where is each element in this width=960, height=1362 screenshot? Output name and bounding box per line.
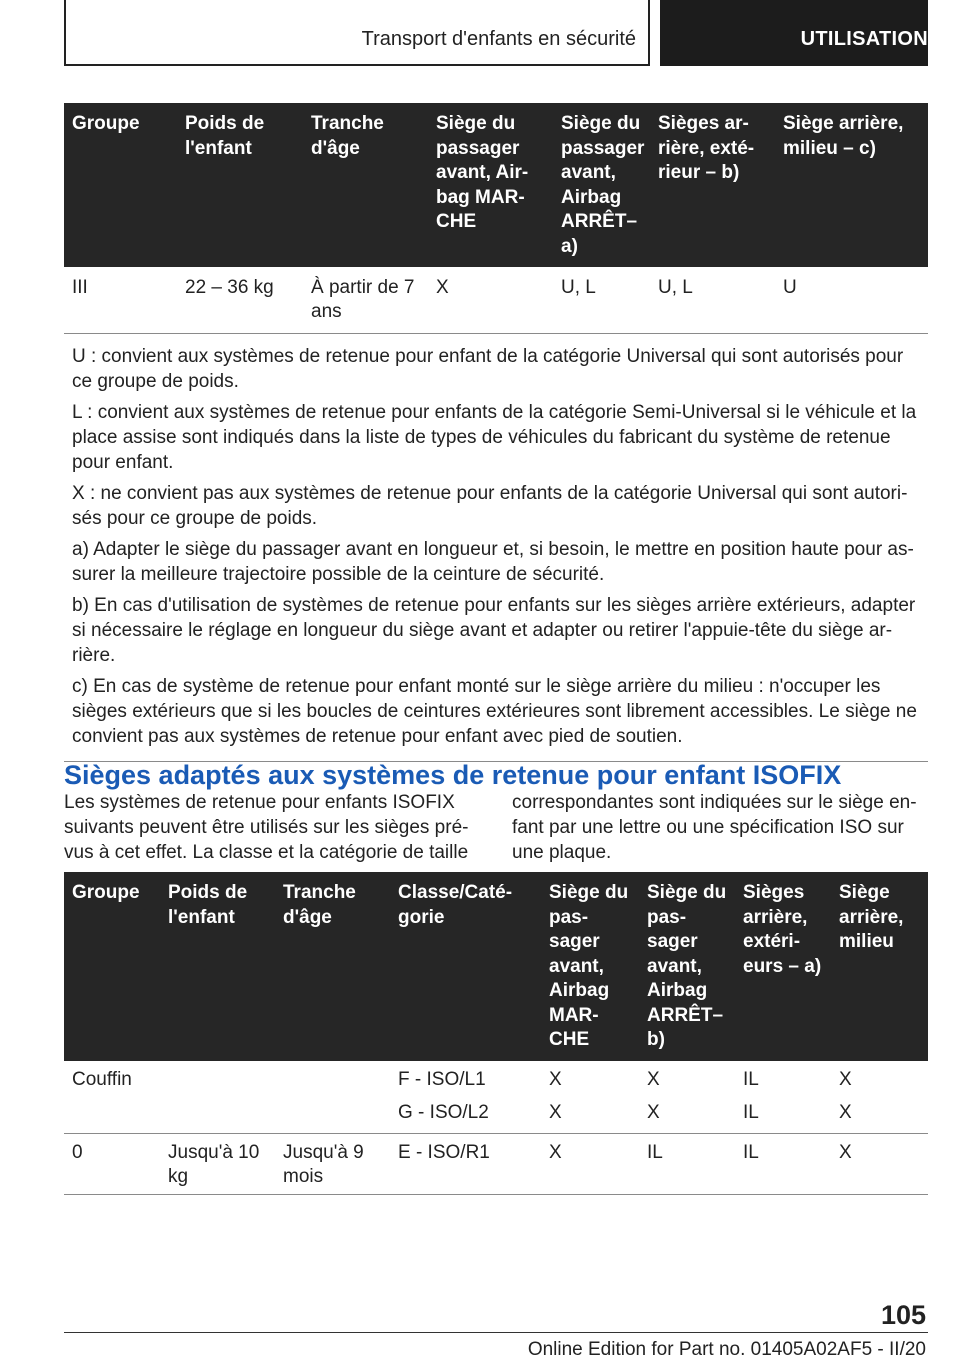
table-row <box>64 1061 928 1097</box>
table-cell: III <box>64 267 177 333</box>
footer-edition: Online Edition for Part no. 01405A02AF5 - II/20 <box>527 1339 926 1360</box>
note-x: X : ne convient pas aux systèmes de retenue pour enfants de la catégorie Universal qui sont autorisés pour ce groupe de poids. <box>72 482 908 529</box>
column-header: Tranche d'âge <box>275 872 390 1061</box>
column-header: Classe/Catégorie <box>390 872 541 1061</box>
chapter-tab <box>64 0 650 66</box>
table-cell: IL <box>735 1097 831 1134</box>
table-cell: IL <box>639 1133 735 1194</box>
table-cell: X <box>831 1133 928 1194</box>
table-cell: IL <box>735 1133 831 1194</box>
table-cell: X <box>541 1133 639 1194</box>
table-cell <box>160 1097 275 1134</box>
table-row <box>64 1133 928 1194</box>
table-cell: Couffin <box>72 1068 132 1090</box>
chapter-title: Transport d'enfants en sécurité <box>361 28 636 50</box>
section-tab <box>660 0 928 66</box>
column-header: Groupe <box>64 872 160 1061</box>
table-cell: X <box>839 1068 852 1090</box>
table-header-row <box>64 872 928 1061</box>
table-row <box>64 1097 928 1134</box>
table-row <box>64 267 928 333</box>
table-cell: U, L <box>650 267 775 333</box>
table-cell: X <box>831 1097 928 1134</box>
body-text-column-1: Les systèmes de retenue pour enfants ISOFIX suivants peuvent être utilisés sur les sièges prévus à cet effet. La classe et la catégorie de taille <box>64 792 469 863</box>
column-header: Siège arrière, milieu <box>831 872 928 1061</box>
table-cell: X <box>541 1097 639 1134</box>
note-b: b) En cas d'utilisation de systèmes de retenue pour enfants sur les sièges arrière extérieurs, adapter si nécessaire le réglage en longueur du siège avant et adapter ou retirer l'appuie-tête du siège arrière. <box>72 594 916 666</box>
table-cell: X <box>549 1068 562 1090</box>
table-cell <box>275 1097 390 1134</box>
section-label: UTILISATION <box>800 28 928 50</box>
footer-divider <box>64 1332 928 1333</box>
column-header: Groupe <box>64 103 177 267</box>
note-a: a) Adapter le siège du passager avant en longueur et, si besoin, le mettre en position haute pour assurer la meilleure trajectoire possible de la ceinture de sécurité. <box>72 538 914 585</box>
table-notes-row <box>64 333 928 761</box>
table-cell: E - ISO/R1 <box>390 1133 541 1194</box>
column-header: Sièges arrière, extérieurs – a) <box>735 872 831 1061</box>
child-seat-table-isofix <box>64 872 928 1195</box>
table-cell: X <box>647 1068 660 1090</box>
table-cell: À partir de 7 ans <box>303 267 428 333</box>
table-cell: X <box>639 1097 735 1134</box>
note-l: L : convient aux systèmes de retenue pour enfants de la catégorie Semi-Universal si le véhicule et la place assise sont indiqués dans la liste de types de véhicules du fabricant du système de retenue pour enfant. <box>72 401 917 473</box>
column-header: Siège du passager avant, Airbag MARCHE <box>428 103 553 267</box>
column-header: Sièges arrière, extérieur – b) <box>650 103 775 267</box>
column-header: Siège du passager avant, Airbag ARRÊT– a) <box>553 103 650 267</box>
child-seat-table-universal <box>64 103 928 762</box>
column-header: Tranche d'âge <box>303 103 428 267</box>
table-notes <box>64 333 928 761</box>
column-header: Poids de l'enfant <box>177 103 303 267</box>
note-u: U : convient aux systèmes de retenue pour enfant de la catégorie Universal qui sont autorisés pour ce groupe de poids. <box>72 345 904 392</box>
table-cell: 0 <box>64 1133 160 1194</box>
table-cell: Jusqu'à 9 mois <box>275 1133 390 1194</box>
section-heading: Sièges adaptés aux systèmes de retenue pour enfant ISOFIX <box>64 760 842 790</box>
table-cell: IL <box>743 1068 759 1090</box>
table-cell <box>64 1097 160 1134</box>
column-header: Siège du passager avant, Airbag MARCHE <box>541 872 639 1061</box>
table-cell: G - ISO/L2 <box>390 1097 541 1134</box>
table-header-row <box>64 103 928 267</box>
note-c: c) En cas de système de retenue pour enfant monté sur le siège arrière du milieu : n'occuper les sièges extérieurs que si les boucles de ceintures extérieures sont librement accessibles. Le siège ne convient pas aux systèmes de retenue pour enfant avec pied de soutien. <box>72 675 917 747</box>
body-text-column-2: correspondantes sont indiquées sur le siège enfant par une lettre ou une spécification ISO sur une plaque. <box>512 792 917 863</box>
table-cell: U <box>775 267 928 333</box>
page-number: 105 <box>880 1300 926 1330</box>
column-header: Siège arrière, milieu – c) <box>775 103 928 267</box>
column-header: Poids de l'enfant <box>160 872 275 1061</box>
table-cell: Jusqu'à 10 kg <box>160 1133 275 1194</box>
page-header <box>64 0 928 66</box>
table-cell <box>160 1061 275 1097</box>
table-cell: X <box>428 267 553 333</box>
table-cell: F - ISO/L1 <box>398 1068 486 1090</box>
table-cell: 22 – 36 kg <box>177 267 303 333</box>
table-cell <box>275 1061 390 1097</box>
column-header: Siège du passager avant, Airbag ARRÊT– b) <box>639 872 735 1061</box>
table-cell: U, L <box>553 267 650 333</box>
